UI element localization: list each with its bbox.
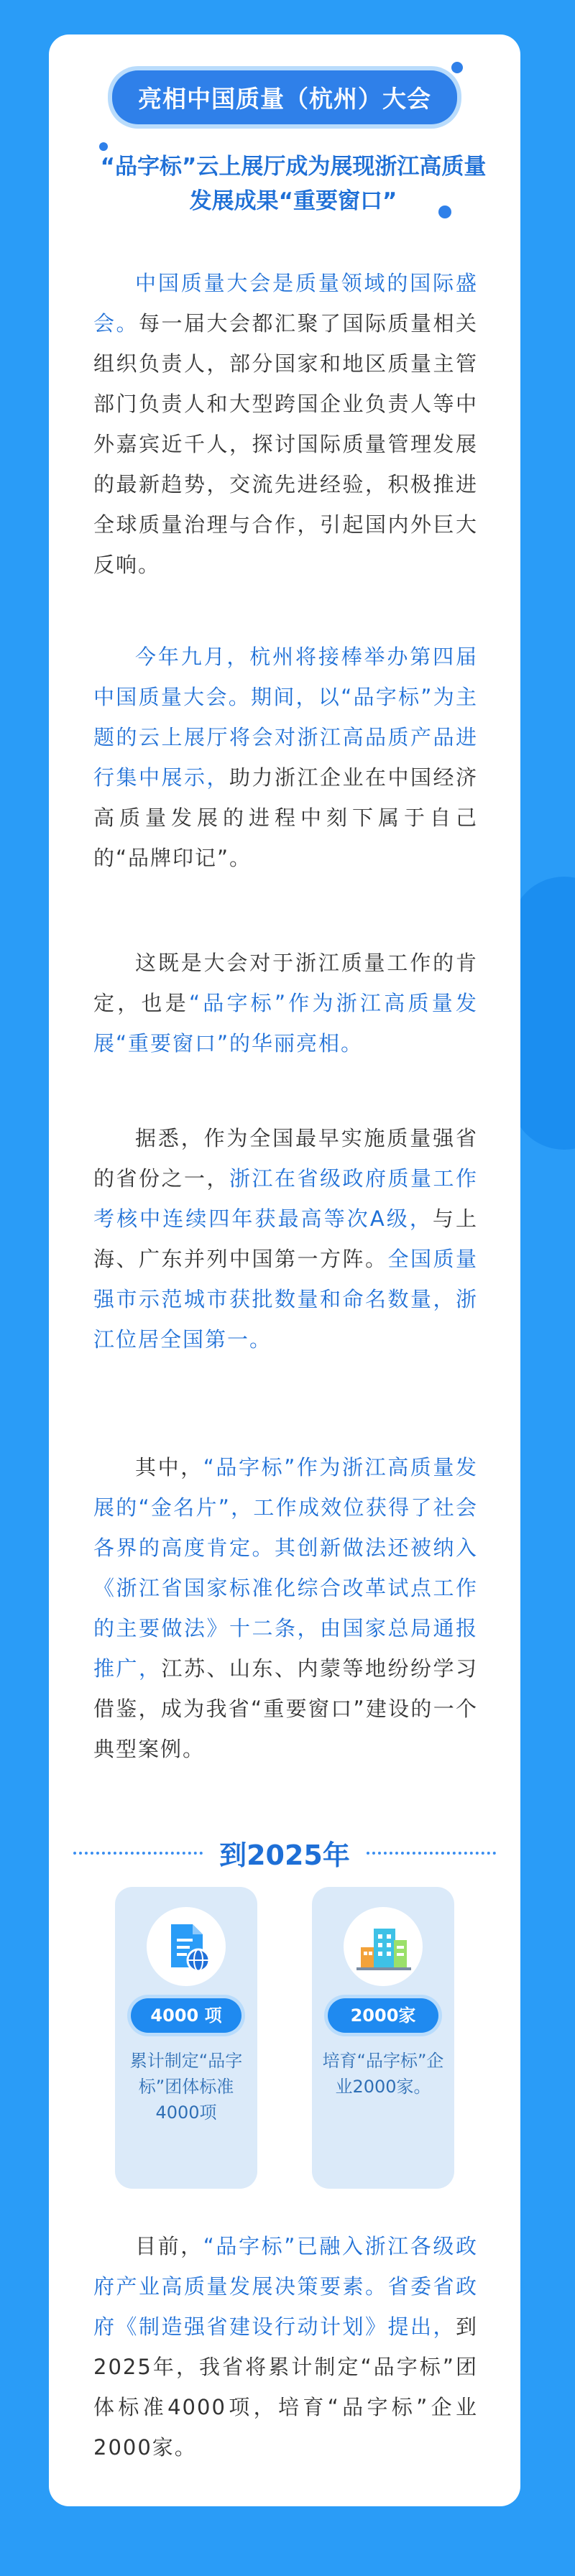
factory-building-icon — [344, 1907, 423, 1986]
content-card — [49, 34, 520, 2506]
paragraph-4-part-1: 据悉，作为全国最早实施质量强省的省份之一， — [93, 1126, 478, 1191]
paragraph-4-part-3: 与上海、广东并列中国第一方阵。 — [93, 1206, 478, 1271]
title-banner — [49, 70, 520, 124]
stat-desc-standards: 累计制定“品字标”团体标准4000项 — [129, 2051, 243, 2123]
paragraph-1-part-1: 中国质量大会是质量领域的国际盛会。 — [93, 271, 478, 336]
stat-card-standards — [115, 1887, 257, 2189]
paragraph-4 — [93, 1118, 478, 1359]
paragraph-5-part-3: 江苏、山东、内蒙等地纷纷学习借鉴，成为我省“重要窗口”建设的一个典型案例。 — [93, 1656, 478, 1761]
paragraph-1-part-2: 每一届大会都汇聚了国际质量相关组织负责人，部分国家和地区质量主管部门负责人和大型跨国企业负责人等中外嘉宾近千人，探讨国际质量管理发展的最新趋势，交流先进经验，积极推进全球质量治理与合作，引起国内外巨大反响。 — [93, 311, 478, 577]
section-heading — [49, 1833, 520, 1873]
subtitle: “品字标”云上展厅成为展现浙江高质量发展成果“重要窗口” — [100, 154, 487, 214]
stat-desc-enterprises: 培育“品字标”企业2000家。 — [322, 2051, 444, 2097]
document-globe-icon — [147, 1907, 226, 1986]
paragraph-4-part-4: 全国质量强市示范城市获批数量和命名数量，浙江位居全国第一。 — [93, 1247, 478, 1352]
paragraph-5-part-1: 其中， — [135, 1455, 203, 1479]
paragraph-6-part-2: “品字标”已融入浙江各级政府产业高质量发展决策要素。省委省政府《制造强省建设行动计划》提出， — [93, 2234, 478, 2339]
paragraph-1 — [93, 263, 478, 585]
paragraph-5 — [93, 1447, 478, 1769]
paragraph-3-part-2: “品字标”作为浙江高质量发展“重要窗口”的华丽亮相。 — [93, 991, 478, 1056]
section-divider-right — [367, 1852, 496, 1855]
paragraph-6-part-1: 目前， — [135, 2234, 203, 2258]
paragraph-2-part-2: 助力浙江企业在中国经济高质量发展的进程中刻下属于自己的“品牌印记”。 — [93, 765, 478, 870]
paragraph-4-part-2: 浙江在省级政府质量工作考核中连续四年获最高等次A级， — [93, 1166, 478, 1231]
page-title — [112, 70, 457, 124]
paragraph-5-part-2: “品字标”作为浙江高质量发展的“金名片”，工作成效位获得了社会各界的高度肯定。其创新做法还被纳入《浙江省国家标准化综合改革试点工作的主要做法》十二条，由国家总局通报推广， — [93, 1455, 478, 1681]
page-title-text: 亮相中国质量（杭州）大会 — [138, 85, 431, 113]
paragraph-6 — [93, 2226, 478, 2467]
section-title: 到2025年 — [219, 1839, 350, 1871]
paragraph-3 — [93, 943, 478, 1063]
stat-card-enterprises — [312, 1887, 454, 2189]
paragraph-3-part-1: 这既是大会对于浙江质量工作的肯定，也是 — [93, 951, 478, 1015]
paragraph-2 — [93, 637, 478, 878]
stat-value-standards: 4000 项 — [131, 1998, 242, 2033]
section-divider-left — [73, 1852, 203, 1855]
paragraph-6-part-3: 到2025年，我省将累计制定“品字标”团体标准4000项，培育“品字标”企业2000家。 — [93, 2314, 478, 2460]
decor-dot-1 — [451, 62, 463, 73]
stat-value-enterprises: 2000家 — [328, 1998, 438, 2033]
paragraph-2-part-1: 今年九月，杭州将接棒举办第四届中国质量大会。期间，以“品字标”为主题的云上展厅将会对浙江高品质产品进行集中展示， — [93, 645, 478, 790]
